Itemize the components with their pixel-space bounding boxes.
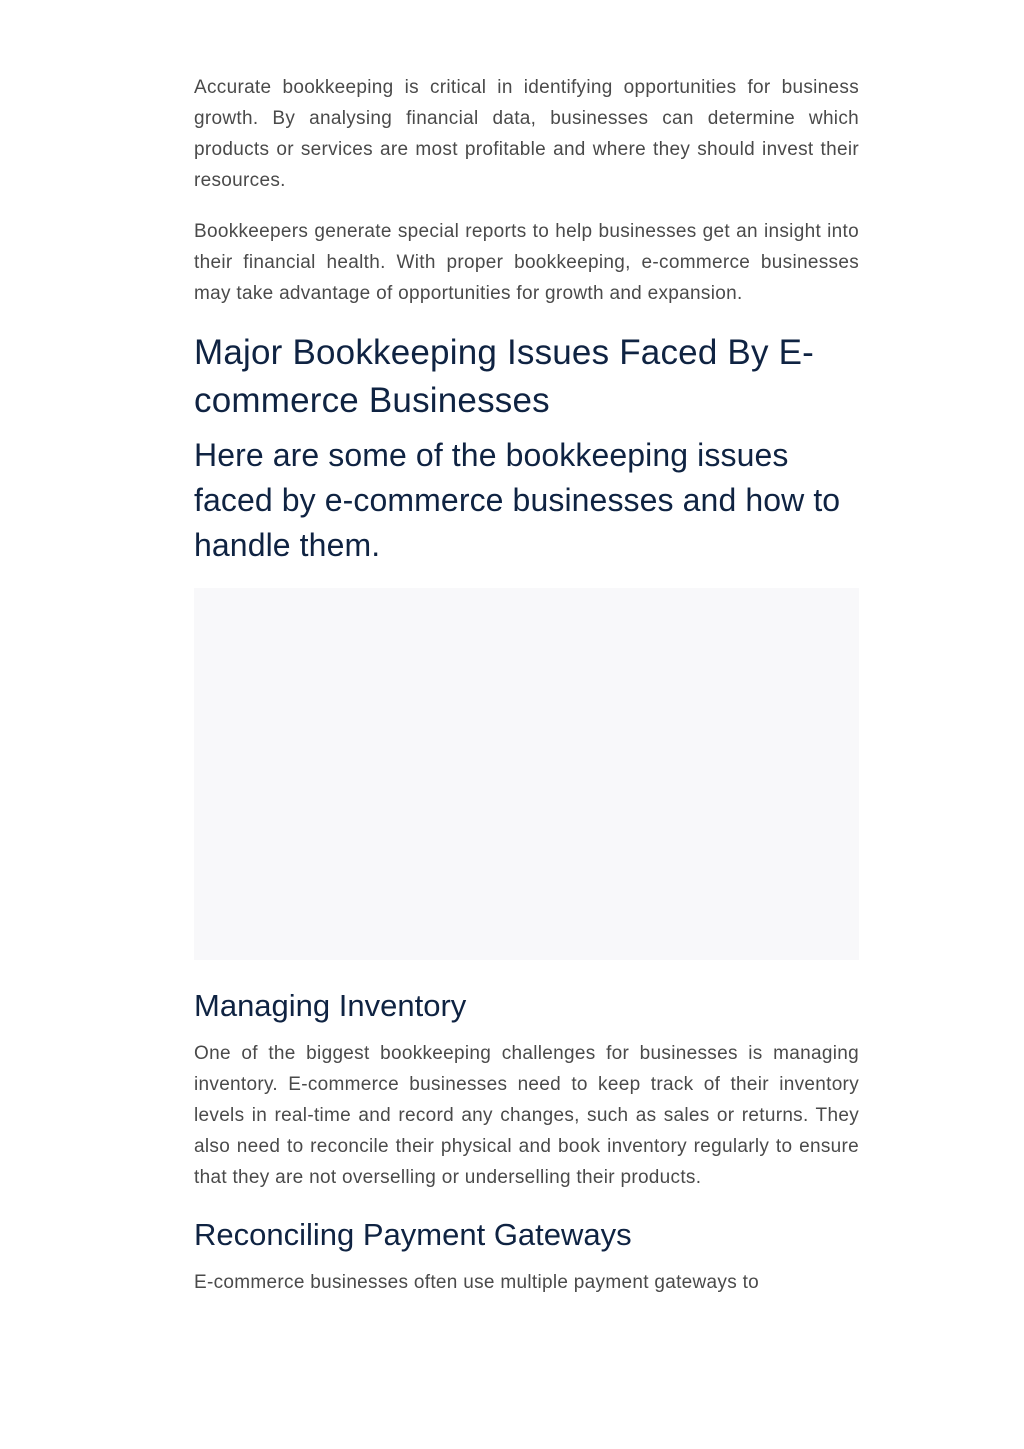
major-issues-subheading: Here are some of the bookkeeping issues faced by e-commerce businesses and how to handle them.	[194, 437, 841, 563]
intro-paragraph-2: Bookkeepers generate special reports to help businesses get an insight into their financial health. With proper bookkeeping, e-commerce businesses may take advantage of opportunities for growth and expansion.	[194, 221, 859, 304]
image-placeholder	[194, 588, 859, 960]
payment-gateways-heading: Reconciling Payment Gateways	[194, 1217, 632, 1252]
article-content	[194, 72, 859, 1318]
payment-gateways-paragraph: E-commerce businesses often use multiple payment gateways to	[194, 1272, 760, 1293]
major-issues-heading: Major Bookkeeping Issues Faced By E-commerce Businesses	[194, 333, 814, 420]
intro-paragraph-1: Accurate bookkeeping is critical in identifying opportunities for business growth. By analysing financial data, businesses can determine which products or services are most profitable and where they should invest their resources.	[194, 77, 859, 191]
managing-inventory-paragraph: One of the biggest bookkeeping challenges for businesses is managing inventory. E-commerce businesses need to keep track of their inventory levels in real-time and record any changes, such as sales or returns. They also need to reconcile their physical and book inventory regularly to ensure that they are not overselling or underselling their products.	[194, 1043, 859, 1188]
managing-inventory-heading: Managing Inventory	[194, 988, 467, 1023]
